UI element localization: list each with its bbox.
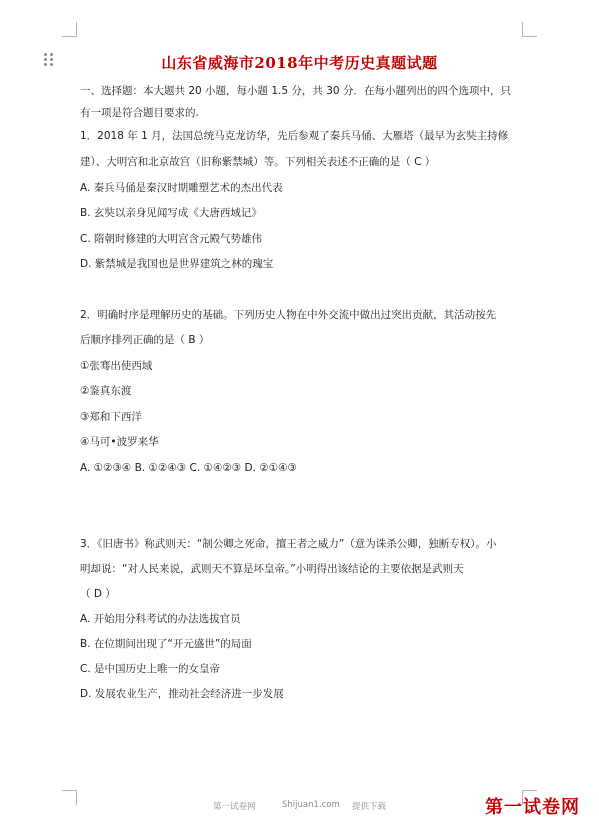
q3-option-b: B. 在位期间出现了“开元盛世”的局面 <box>80 638 252 650</box>
section-header-line-2: 有一项是符合题目要求的. <box>80 107 199 119</box>
q3-stem-line-1: 3．《旧唐书》称武则天：“制公卿之死命，擅王者之威力”（意为诛杀公卿，独断专权）。小 <box>80 538 497 550</box>
crop-mark-top-right <box>522 22 537 37</box>
q2-item-2: ②鉴真东渡 <box>80 385 132 397</box>
q3-option-a: A. 开始用分科考试的办法选拔官员 <box>80 613 241 625</box>
crop-mark-bottom-left <box>62 790 77 805</box>
q2-item-1: ①张骞出使西域 <box>80 360 153 372</box>
q3-option-c: C. 是中国历史上唯一的女皇帝 <box>80 663 221 675</box>
document-title: 山东省威海市2018年中考历史真题试题 <box>161 54 438 72</box>
q1-option-b: B. 玄奘以亲身见闻写成《大唐西域记》 <box>80 207 262 219</box>
q3-stem-line-2: 明却说：“对人民来说，武则天不算是坏皇帝。”小明得出该结论的主要依据是武则天 <box>80 563 464 575</box>
crop-mark-top-left <box>62 22 77 37</box>
q2-stem-line-1: 2．明确时序是理解历史的基础。下列历史人物在中外交流中做出过突出贡献，其活动按先 <box>80 309 497 321</box>
q1-stem-line-2: 建）、大明宫和北京故宫（旧称紫禁城）等。下列相关表述不正确的是（ C ） <box>80 156 436 168</box>
section-header-line-1: 一、选择题：本大题共 20 小题，每小题 1.5 分，共 30 分．在每小题列出的四个选项中，只 <box>80 85 511 97</box>
q2-item-4: ④马可•波罗来华 <box>80 436 159 448</box>
q1-option-c: C. 隋朝时修建的大明宫含元殿气势雄伟 <box>80 233 263 245</box>
q3-stem-line-3: （ D ） <box>80 588 116 600</box>
footer-domain[interactable]: Shijuan1.com <box>282 800 340 810</box>
footer-provider: 提供下载 <box>352 802 387 812</box>
q1-option-a: A. 秦兵马俑是秦汉时期雕塑艺术的杰出代表 <box>80 182 283 194</box>
q2-stem-line-2: 后顺序排列正确的是（ B ） <box>80 334 210 346</box>
q1-stem-line-1: 1．2018 年 1 月，法国总统马克龙访华，先后参观了秦兵马俑、大雁塔（最早为玄奘主持修 <box>80 130 509 142</box>
q1-option-d: D. 紫禁城是我国也是世界建筑之林的瑰宝 <box>80 258 274 270</box>
footer-site-name: 第一试卷网 <box>213 802 256 812</box>
q3-option-d: D. 发展农业生产，推动社会经济进一步发展 <box>80 688 284 700</box>
q2-options-inline: A. ①②③④ B. ①②④③ C. ①④②③ D. ②①④③ <box>80 462 297 474</box>
q2-item-3: ③郑和下西洋 <box>80 411 142 423</box>
watermark-logo: 第一试卷网 <box>485 797 580 818</box>
